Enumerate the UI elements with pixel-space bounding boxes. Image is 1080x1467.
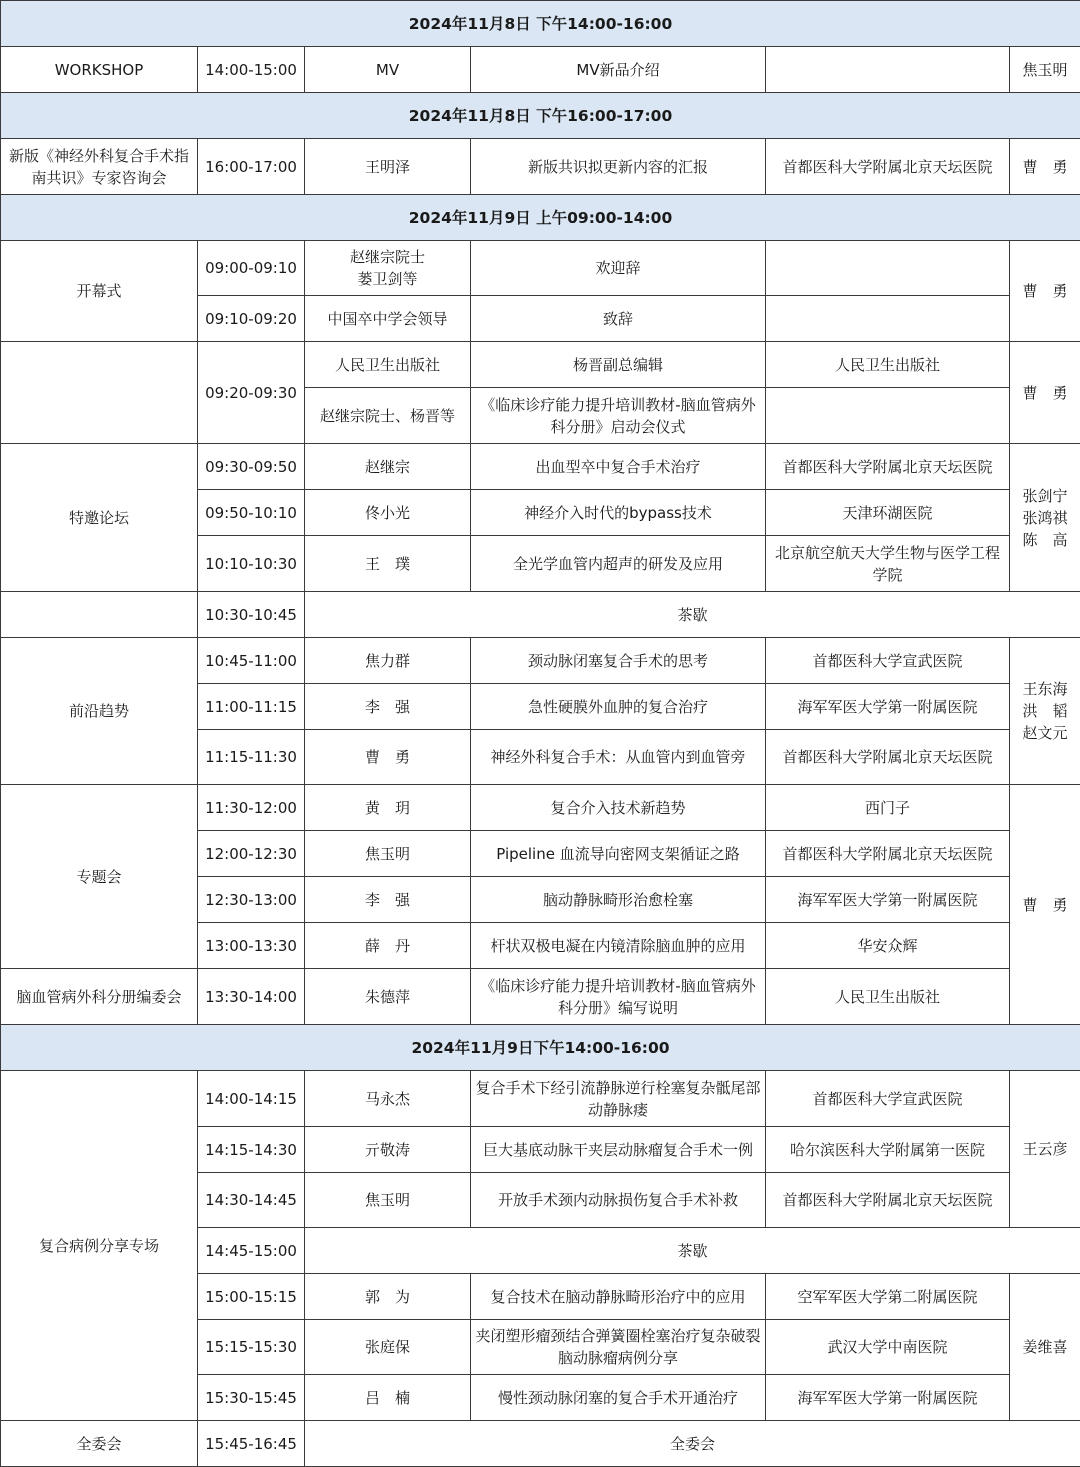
time-cell: 12:30-13:00 [198, 877, 305, 923]
session-cell: 复合病例分享专场 [1, 1071, 198, 1421]
speaker-cell: 李 强 [305, 877, 471, 923]
time-cell: 14:30-14:45 [198, 1173, 305, 1228]
affiliation-cell: 首都医科大学宣武医院 [766, 1071, 1010, 1127]
time-cell: 11:30-12:00 [198, 785, 305, 831]
topic-cell: 全光学血管内超声的研发及应用 [471, 536, 766, 592]
session-cell: 专题会 [1, 785, 198, 969]
time-cell: 10:30-10:45 [198, 592, 305, 638]
affiliation-cell: 人民卫生出版社 [766, 969, 1010, 1025]
session-cell: 开幕式 [1, 241, 198, 342]
time-cell: 09:50-10:10 [198, 490, 305, 536]
affiliation-cell: 空军军医大学第二附属医院 [766, 1274, 1010, 1320]
topic-cell: 急性硬膜外血肿的复合治疗 [471, 684, 766, 730]
time-cell: 14:15-14:30 [198, 1127, 305, 1173]
time-cell: 12:00-12:30 [198, 831, 305, 877]
speaker-cell: 亓敬涛 [305, 1127, 471, 1173]
topic-cell: 脑动静脉畸形治愈栓塞 [471, 877, 766, 923]
chair-cell: 曹 勇 [1010, 342, 1080, 444]
topic-cell: 复合技术在脑动静脉畸形治疗中的应用 [471, 1274, 766, 1320]
section-title: 2024年11月8日 下午16:00-17:00 [1, 93, 1080, 139]
speaker-cell: 佟小光 [305, 490, 471, 536]
time-cell: 09:20-09:30 [198, 342, 305, 444]
affiliation-cell: 首都医科大学附属北京天坛医院 [766, 730, 1010, 785]
topic-cell: Pipeline 血流导向密网支架循证之路 [471, 831, 766, 877]
closing-cell: 全委会 [305, 1421, 1080, 1467]
affiliation-cell: 首都医科大学附属北京天坛医院 [766, 444, 1010, 490]
time-cell: 10:10-10:30 [198, 536, 305, 592]
chair-cell: 姜维喜 [1010, 1274, 1080, 1421]
section-header [1, 195, 1080, 241]
time-cell: 15:30-15:45 [198, 1375, 305, 1421]
time-cell: 15:00-15:15 [198, 1274, 305, 1320]
speaker-cell: 赵继宗院士、杨晋等 [305, 388, 471, 444]
speaker-cell: 赵继宗 [305, 444, 471, 490]
time-cell: 09:00-09:10 [198, 241, 305, 296]
time-cell: 14:00-15:00 [198, 47, 305, 93]
topic-cell: 颈动脉闭塞复合手术的思考 [471, 638, 766, 684]
topic-cell: 杆状双极电凝在内镜清除脑血肿的应用 [471, 923, 766, 969]
time-cell: 15:15-15:30 [198, 1320, 305, 1375]
time-cell: 14:00-14:15 [198, 1071, 305, 1127]
chair-cell: 曹 勇 [1010, 139, 1080, 195]
table-row [1, 139, 1080, 195]
topic-cell: 巨大基底动脉干夹层动脉瘤复合手术一例 [471, 1127, 766, 1173]
affiliation-cell [766, 47, 1010, 93]
time-cell: 10:45-11:00 [198, 638, 305, 684]
speaker-cell: 李 强 [305, 684, 471, 730]
topic-cell: 慢性颈动脉闭塞的复合手术开通治疗 [471, 1375, 766, 1421]
affiliation-cell: 武汉大学中南医院 [766, 1320, 1010, 1375]
time-cell: 16:00-17:00 [198, 139, 305, 195]
session-cell: WORKSHOP [1, 47, 198, 93]
topic-cell: 杨晋副总编辑 [471, 342, 766, 388]
chair-cell: 王东海 洪 韬 赵文元 [1010, 638, 1080, 785]
session-cell: 全委会 [1, 1421, 198, 1467]
topic-cell: 开放手术颈内动脉损伤复合手术补救 [471, 1173, 766, 1228]
speaker-cell: 郭 为 [305, 1274, 471, 1320]
table-row [1, 592, 1080, 638]
time-cell: 09:30-09:50 [198, 444, 305, 490]
chair-cell: 曹 勇 [1010, 785, 1080, 1025]
table-row [1, 1421, 1080, 1467]
time-cell: 13:30-14:00 [198, 969, 305, 1025]
table-row [1, 969, 1080, 1025]
speaker-cell: MV [305, 47, 471, 93]
time-cell: 15:45-16:45 [198, 1421, 305, 1467]
affiliation-cell: 华安众辉 [766, 923, 1010, 969]
table-row [1, 241, 1080, 296]
speaker-cell: 赵继宗院士 蒌卫剑等 [305, 241, 471, 296]
topic-cell: 复合手术下经引流静脉逆行栓塞复杂骶尾部动静脉瘘 [471, 1071, 766, 1127]
affiliation-cell: 北京航空航天大学生物与医学工程学院 [766, 536, 1010, 592]
time-cell: 14:45-15:00 [198, 1228, 305, 1274]
topic-cell: 致辞 [471, 296, 766, 342]
speaker-cell: 焦玉明 [305, 1173, 471, 1228]
speaker-cell: 人民卫生出版社 [305, 342, 471, 388]
topic-cell: 神经介入时代的bypass技术 [471, 490, 766, 536]
session-cell [1, 342, 198, 444]
section-title: 2024年11月8日 下午14:00-16:00 [1, 1, 1080, 47]
table-row [1, 1071, 1080, 1127]
chair-cell: 曹 勇 [1010, 241, 1080, 342]
time-cell: 13:00-13:30 [198, 923, 305, 969]
topic-cell: 神经外科复合手术：从血管内到血管旁 [471, 730, 766, 785]
break-cell: 茶歇 [305, 592, 1080, 638]
section-header [1, 93, 1080, 139]
affiliation-cell: 首都医科大学附属北京天坛医院 [766, 139, 1010, 195]
speaker-cell: 王 璞 [305, 536, 471, 592]
topic-cell: 夹闭塑形瘤颈结合弹簧圈栓塞治疗复杂破裂脑动脉瘤病例分享 [471, 1320, 766, 1375]
affiliation-cell: 哈尔滨医科大学附属第一医院 [766, 1127, 1010, 1173]
time-cell: 09:10-09:20 [198, 296, 305, 342]
time-cell: 11:15-11:30 [198, 730, 305, 785]
speaker-cell: 吕 楠 [305, 1375, 471, 1421]
table-row [1, 47, 1080, 93]
speaker-cell: 焦力群 [305, 638, 471, 684]
speaker-cell: 张庭保 [305, 1320, 471, 1375]
affiliation-cell: 天津环湖医院 [766, 490, 1010, 536]
chair-cell: 焦玉明 [1010, 47, 1080, 93]
speaker-cell: 黄 玥 [305, 785, 471, 831]
topic-cell: 复合介入技术新趋势 [471, 785, 766, 831]
break-cell: 茶歇 [305, 1228, 1080, 1274]
affiliation-cell: 人民卫生出版社 [766, 342, 1010, 388]
session-cell: 特邀论坛 [1, 444, 198, 592]
speaker-cell: 王明泽 [305, 139, 471, 195]
affiliation-cell [766, 296, 1010, 342]
topic-cell: 新版共识拟更新内容的汇报 [471, 139, 766, 195]
topic-cell: 《临床诊疗能力提升培训教材-脑血管病外科分册》启动会仪式 [471, 388, 766, 444]
session-cell: 新版《神经外科复合手术指南共识》专家咨询会 [1, 139, 198, 195]
speaker-cell: 马永杰 [305, 1071, 471, 1127]
speaker-cell: 薛 丹 [305, 923, 471, 969]
table-row [1, 638, 1080, 684]
affiliation-cell: 海军军医大学第一附属医院 [766, 877, 1010, 923]
section-title: 2024年11月9日下午14:00-16:00 [1, 1025, 1080, 1071]
speaker-cell: 中国卒中学会领导 [305, 296, 471, 342]
session-cell: 前沿趋势 [1, 638, 198, 785]
table-row [1, 785, 1080, 831]
speaker-cell: 朱德萍 [305, 969, 471, 1025]
table-row [1, 342, 1080, 388]
affiliation-cell [766, 241, 1010, 296]
affiliation-cell: 首都医科大学宣武医院 [766, 638, 1010, 684]
affiliation-cell [766, 388, 1010, 444]
section-header [1, 1, 1080, 47]
affiliation-cell: 海军军医大学第一附属医院 [766, 684, 1010, 730]
section-header [1, 1025, 1080, 1071]
affiliation-cell: 首都医科大学附属北京天坛医院 [766, 1173, 1010, 1228]
topic-cell: 出血型卒中复合手术治疗 [471, 444, 766, 490]
session-cell [1, 592, 198, 638]
topic-cell: MV新品介绍 [471, 47, 766, 93]
affiliation-cell: 首都医科大学附属北京天坛医院 [766, 831, 1010, 877]
affiliation-cell: 西门子 [766, 785, 1010, 831]
time-cell: 11:00-11:15 [198, 684, 305, 730]
chair-cell: 王云彦 [1010, 1071, 1080, 1228]
topic-cell: 《临床诊疗能力提升培训教材-脑血管病外科分册》编写说明 [471, 969, 766, 1025]
speaker-cell: 焦玉明 [305, 831, 471, 877]
session-cell: 脑血管病外科分册编委会 [1, 969, 198, 1025]
topic-cell: 欢迎辞 [471, 241, 766, 296]
chair-cell: 张剑宁 张鸿祺 陈 高 [1010, 444, 1080, 592]
table-row [1, 444, 1080, 490]
affiliation-cell: 海军军医大学第一附属医院 [766, 1375, 1010, 1421]
speaker-cell: 曹 勇 [305, 730, 471, 785]
section-title: 2024年11月9日 上午09:00-14:00 [1, 195, 1080, 241]
